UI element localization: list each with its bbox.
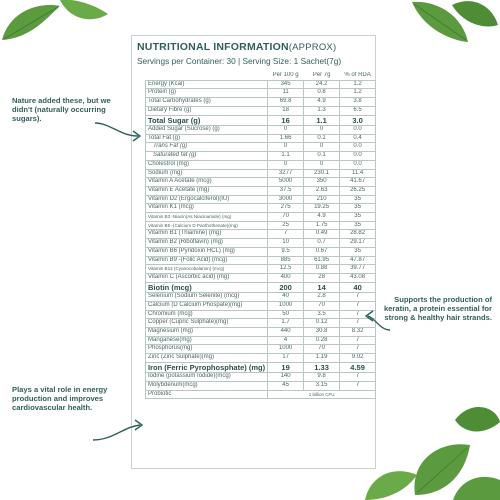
nutrient-name: Vitamin A Acetate (mcg) xyxy=(146,178,268,187)
basil-leaf-top-left xyxy=(0,0,110,60)
per-100g-value: 440 xyxy=(268,327,304,336)
per-7g-value: 350 xyxy=(304,178,340,187)
rda-value: 7 xyxy=(340,336,376,345)
rda-value: 7 xyxy=(340,310,376,319)
table-header-row xyxy=(146,72,376,80)
per-100g-value: 5000 xyxy=(268,178,304,187)
arrow-to-iron xyxy=(88,415,148,445)
nutrient-name: Protein (g) xyxy=(146,89,268,98)
table-row xyxy=(146,345,376,354)
arrow-to-biotin xyxy=(360,308,395,338)
rda-value: 0.0 xyxy=(340,143,376,152)
nutrient-name: Energy (Kcal) xyxy=(146,80,268,89)
nutrition-table xyxy=(145,72,376,399)
per-7g-value: 0.7 xyxy=(304,239,340,248)
nutrient-name: Trans Fat (g) xyxy=(146,143,268,152)
table-row xyxy=(146,319,376,328)
per-100g-value: 7 xyxy=(268,230,304,239)
per-100g-value: 12.5 xyxy=(268,265,304,274)
table-row xyxy=(146,310,376,319)
nutrient-name: Vitamin C (Ascorbic acid) (mg) xyxy=(146,273,268,282)
per-100g-value: 1000 xyxy=(268,301,304,310)
table-row xyxy=(146,265,376,274)
nutrient-name: Magnesium (mg) xyxy=(146,327,268,336)
rda-value: 43.08 xyxy=(340,273,376,282)
per-7g-value: 3.5 xyxy=(304,310,340,319)
nutrient-name: Calcium (D Calcium Phospate)(mg) xyxy=(146,301,268,310)
per-7g-value: 0.67 xyxy=(304,247,340,256)
table-row xyxy=(146,221,376,230)
nutrient-name: Biotin (mcg) xyxy=(146,282,268,293)
per-100g-value: 1000 xyxy=(268,345,304,354)
nutrient-name: Added Sugar (Sucrose) (g) xyxy=(146,126,268,135)
nutrient-name: Vitamin B2 (Riboflavin) (mg) xyxy=(146,239,268,248)
per-100g-value: 17 xyxy=(268,354,304,363)
per-100g-value: 1.1 xyxy=(268,152,304,161)
per-100g-value: 19 xyxy=(268,362,304,373)
per-7g-value: 0.12 xyxy=(304,319,340,328)
table-row xyxy=(146,282,376,293)
per-7g-value: 0.49 xyxy=(304,230,340,239)
rda-value: 40 xyxy=(340,282,376,293)
table-row xyxy=(146,98,376,107)
nutrient-name: Total Carbohydrates (g) xyxy=(146,98,268,107)
per-100g-value: 275 xyxy=(268,204,304,213)
per-7g-value: 9.8 xyxy=(304,373,340,382)
table-row xyxy=(146,186,376,195)
rda-value: 29.17 xyxy=(340,239,376,248)
title-approx: (APPROX) xyxy=(288,42,337,53)
per-7g-value: 1.75 xyxy=(304,221,340,230)
table-row xyxy=(146,134,376,143)
rda-value: 7 xyxy=(340,382,376,391)
per-7g-value: 0.1 xyxy=(304,134,340,143)
rda-value: 7 xyxy=(340,319,376,328)
rda-value: 1.2 xyxy=(340,89,376,98)
table-row xyxy=(146,80,376,89)
per-7g-value: 0.1 xyxy=(304,152,340,161)
nutrient-name: Saturated fat (g) xyxy=(146,152,268,161)
nutrient-name: Vitamin B12 (Cyanocobalamin) (mcg) xyxy=(146,265,268,274)
table-row xyxy=(146,247,376,256)
table-row xyxy=(146,373,376,382)
per-100g-value: 345 xyxy=(268,80,304,89)
panel-title xyxy=(137,41,377,53)
nutrient-name: Sodium (mg) xyxy=(146,169,268,178)
nutrient-name: Vitamin B6 (Pyridoxin HCL) (mg) xyxy=(146,247,268,256)
rda-value: 7 xyxy=(340,373,376,382)
rda-value: 4.59 xyxy=(340,362,376,373)
per-100g-value: 0 xyxy=(268,160,304,169)
per-100g-value: 3277 xyxy=(268,169,304,178)
nutrient-name: Iodine (potassium Iodide)(mcg) xyxy=(146,373,268,382)
table-row xyxy=(146,152,376,161)
table-body xyxy=(146,80,376,399)
basil-leaf-bottom-right xyxy=(355,400,500,500)
per-7g-value: 61.95 xyxy=(304,256,340,265)
per-100g-value: 69.8 xyxy=(268,98,304,107)
per-7g-value: 0.8 xyxy=(304,89,340,98)
rda-value: 35 xyxy=(340,195,376,204)
nutrient-name: Vitamin B3 -Niacin(As Niacinamide) (mg) xyxy=(146,213,268,222)
table-row xyxy=(146,204,376,213)
per-7g-value: 30.8 xyxy=(304,327,340,336)
nutrient-name: Probiotic xyxy=(146,390,268,399)
table-row xyxy=(146,106,376,115)
basil-leaf-top-right xyxy=(392,0,500,75)
table-row xyxy=(146,126,376,135)
per-7g-value: 19.25 xyxy=(304,204,340,213)
per-7g-value: 70 xyxy=(304,301,340,310)
nutrient-name: Vitamin E Acetate (mg) xyxy=(146,186,268,195)
nutrient-name: Chromium (mcg) xyxy=(146,310,268,319)
rda-value: 0.0 xyxy=(340,160,376,169)
table-row xyxy=(146,178,376,187)
per-7g-value: 0.28 xyxy=(304,336,340,345)
per-7g-value: 1.3 xyxy=(304,106,340,115)
table-row xyxy=(146,354,376,363)
per-7g-value: 14 xyxy=(304,282,340,293)
rda-value: 9.02 xyxy=(340,354,376,363)
rda-value: 7 xyxy=(340,345,376,354)
servings-line: Servings per Container: 30 | Serving Size: 1 Sachet(7g) xyxy=(137,56,342,66)
note-keratin: Supports the production of keratin, a protein essential for strong & healthy hair strands. xyxy=(383,295,492,323)
per-100g-value: 9.5 xyxy=(268,247,304,256)
table-row xyxy=(146,89,376,98)
per-100g-value: 885 xyxy=(268,256,304,265)
nutrient-name: Vitamin B5 -(Calcium D Panthothenate)(mg) xyxy=(146,221,268,230)
nutrient-name: Selenium (Sodium Selenite) (mcg) xyxy=(146,293,268,302)
per-7g-value: 4.9 xyxy=(304,98,340,107)
per-100g-value: 37.5 xyxy=(268,186,304,195)
per-7g-value: 0 xyxy=(304,143,340,152)
per-100g-value: 3000 xyxy=(268,195,304,204)
per-100g-value: 4 xyxy=(268,336,304,345)
per-100g-value: 200 xyxy=(268,282,304,293)
per-7g-value: 24.2 xyxy=(304,80,340,89)
rda-value: 28.82 xyxy=(340,230,376,239)
per-100g-value: 11 xyxy=(268,89,304,98)
per-100g-value: 16 xyxy=(268,115,304,126)
per-100g-value: 25 xyxy=(268,221,304,230)
per-7g-value: 1.19 xyxy=(304,354,340,363)
nutrient-name: Vitamin D2 (Ergocalciferol)(IU) xyxy=(146,195,268,204)
note-energy-production: Plays a vital role in energy production and improves cardiovascular health. xyxy=(12,385,108,413)
table-row xyxy=(146,327,376,336)
rda-value: 26.25 xyxy=(340,186,376,195)
per-100g-value: 50 xyxy=(268,310,304,319)
rda-value: 7 xyxy=(340,293,376,302)
table-header: Per 100 g xyxy=(268,72,304,80)
per-100g-value: 1.7 xyxy=(268,319,304,328)
nutrient-name: Manganese(mg) xyxy=(146,336,268,345)
per-7g-value: 210 xyxy=(304,195,340,204)
table-header: % of RDA xyxy=(340,72,376,80)
nutrient-name: Copper (Cupric Sulphate)(mg) xyxy=(146,319,268,328)
rda-value: 11.4 xyxy=(340,169,376,178)
per-100g-value: 400 xyxy=(268,273,304,282)
arrow-to-total-sugar xyxy=(90,118,145,148)
table-row xyxy=(146,169,376,178)
rda-value: 39.77 xyxy=(340,265,376,274)
table-row xyxy=(146,115,376,126)
table-row xyxy=(146,256,376,265)
per-7g-value: 70 xyxy=(304,345,340,354)
per-100g-value: 70 xyxy=(268,213,304,222)
rda-value: 35 xyxy=(340,213,376,222)
per-100g-value: 1 billion CFU xyxy=(268,390,376,399)
per-7g-value: 0.88 xyxy=(304,265,340,274)
rda-value: 41.67 xyxy=(340,178,376,187)
title-main: NUTRITIONAL INFORMATION xyxy=(137,41,289,53)
note-natural-sugars: Nature added these, but we didn't (naturally occurring sugars). xyxy=(12,96,111,124)
rda-value: 1.2 xyxy=(340,80,376,89)
rda-value: 6.5 xyxy=(340,106,376,115)
per-100g-value: 10 xyxy=(268,239,304,248)
table-row xyxy=(146,336,376,345)
nutrient-name: Zinc (Zinc Sulphate)(mg) xyxy=(146,354,268,363)
per-7g-value: 1.1 xyxy=(304,115,340,126)
nutrient-name: Vitamin B1 (Thiamine) (mg) xyxy=(146,230,268,239)
table-row xyxy=(146,213,376,222)
per-7g-value: 3.15 xyxy=(304,382,340,391)
table-row xyxy=(146,143,376,152)
nutrient-name: Molybdenum(mcg) xyxy=(146,382,268,391)
table-row xyxy=(146,230,376,239)
table-row xyxy=(146,301,376,310)
rda-value: 35 xyxy=(340,204,376,213)
table-header: Per 7g xyxy=(304,72,340,80)
table-row xyxy=(146,160,376,169)
per-100g-value: 140 xyxy=(268,373,304,382)
per-7g-value: 230.1 xyxy=(304,169,340,178)
per-100g-value: 40 xyxy=(268,293,304,302)
per-7g-value: 28 xyxy=(304,273,340,282)
nutrient-name: Vitamin B9 -(Folic Acid) (mcg) xyxy=(146,256,268,265)
table-row xyxy=(146,195,376,204)
per-100g-value: 45 xyxy=(268,382,304,391)
per-7g-value: 2.8 xyxy=(304,293,340,302)
table-row xyxy=(146,273,376,282)
per-100g-value: 0 xyxy=(268,126,304,135)
rda-value: 3.8 xyxy=(340,98,376,107)
per-7g-value: 0 xyxy=(304,160,340,169)
table-row xyxy=(146,382,376,391)
nutrient-name: Iron (Ferric Pyrophosphate) (mg) xyxy=(146,362,268,373)
per-100g-value: 1.66 xyxy=(268,134,304,143)
per-100g-value: 0 xyxy=(268,143,304,152)
rda-value: 0.0 xyxy=(340,152,376,161)
per-7g-value: 2.63 xyxy=(304,186,340,195)
rda-value: 8.32 xyxy=(340,327,376,336)
table-row xyxy=(146,239,376,248)
table-header xyxy=(146,72,268,80)
nutrient-name: Total Sugar (g) xyxy=(146,115,268,126)
table-row xyxy=(146,390,376,399)
nutrient-name: Vitamin K1 (mcg) xyxy=(146,204,268,213)
rda-value: 3.0 xyxy=(340,115,376,126)
per-7g-value: 1.33 xyxy=(304,362,340,373)
rda-value: 35 xyxy=(340,221,376,230)
nutrient-name: Cholestrol (mg) xyxy=(146,160,268,169)
per-7g-value: 4.9 xyxy=(304,213,340,222)
nutrient-name: Total Fat (g) xyxy=(146,134,268,143)
per-100g-value: 18 xyxy=(268,106,304,115)
rda-value: 7 xyxy=(340,301,376,310)
per-7g-value: 0 xyxy=(304,126,340,135)
rda-value: 0.4 xyxy=(340,134,376,143)
rda-value: 35 xyxy=(340,247,376,256)
rda-value: 47.87 xyxy=(340,256,376,265)
nutrient-name: Phosphorus(mg) xyxy=(146,345,268,354)
table-row xyxy=(146,362,376,373)
nutrient-name: Dietary Fibre (g) xyxy=(146,106,268,115)
rda-value: 0.0 xyxy=(340,126,376,135)
table-row xyxy=(146,293,376,302)
